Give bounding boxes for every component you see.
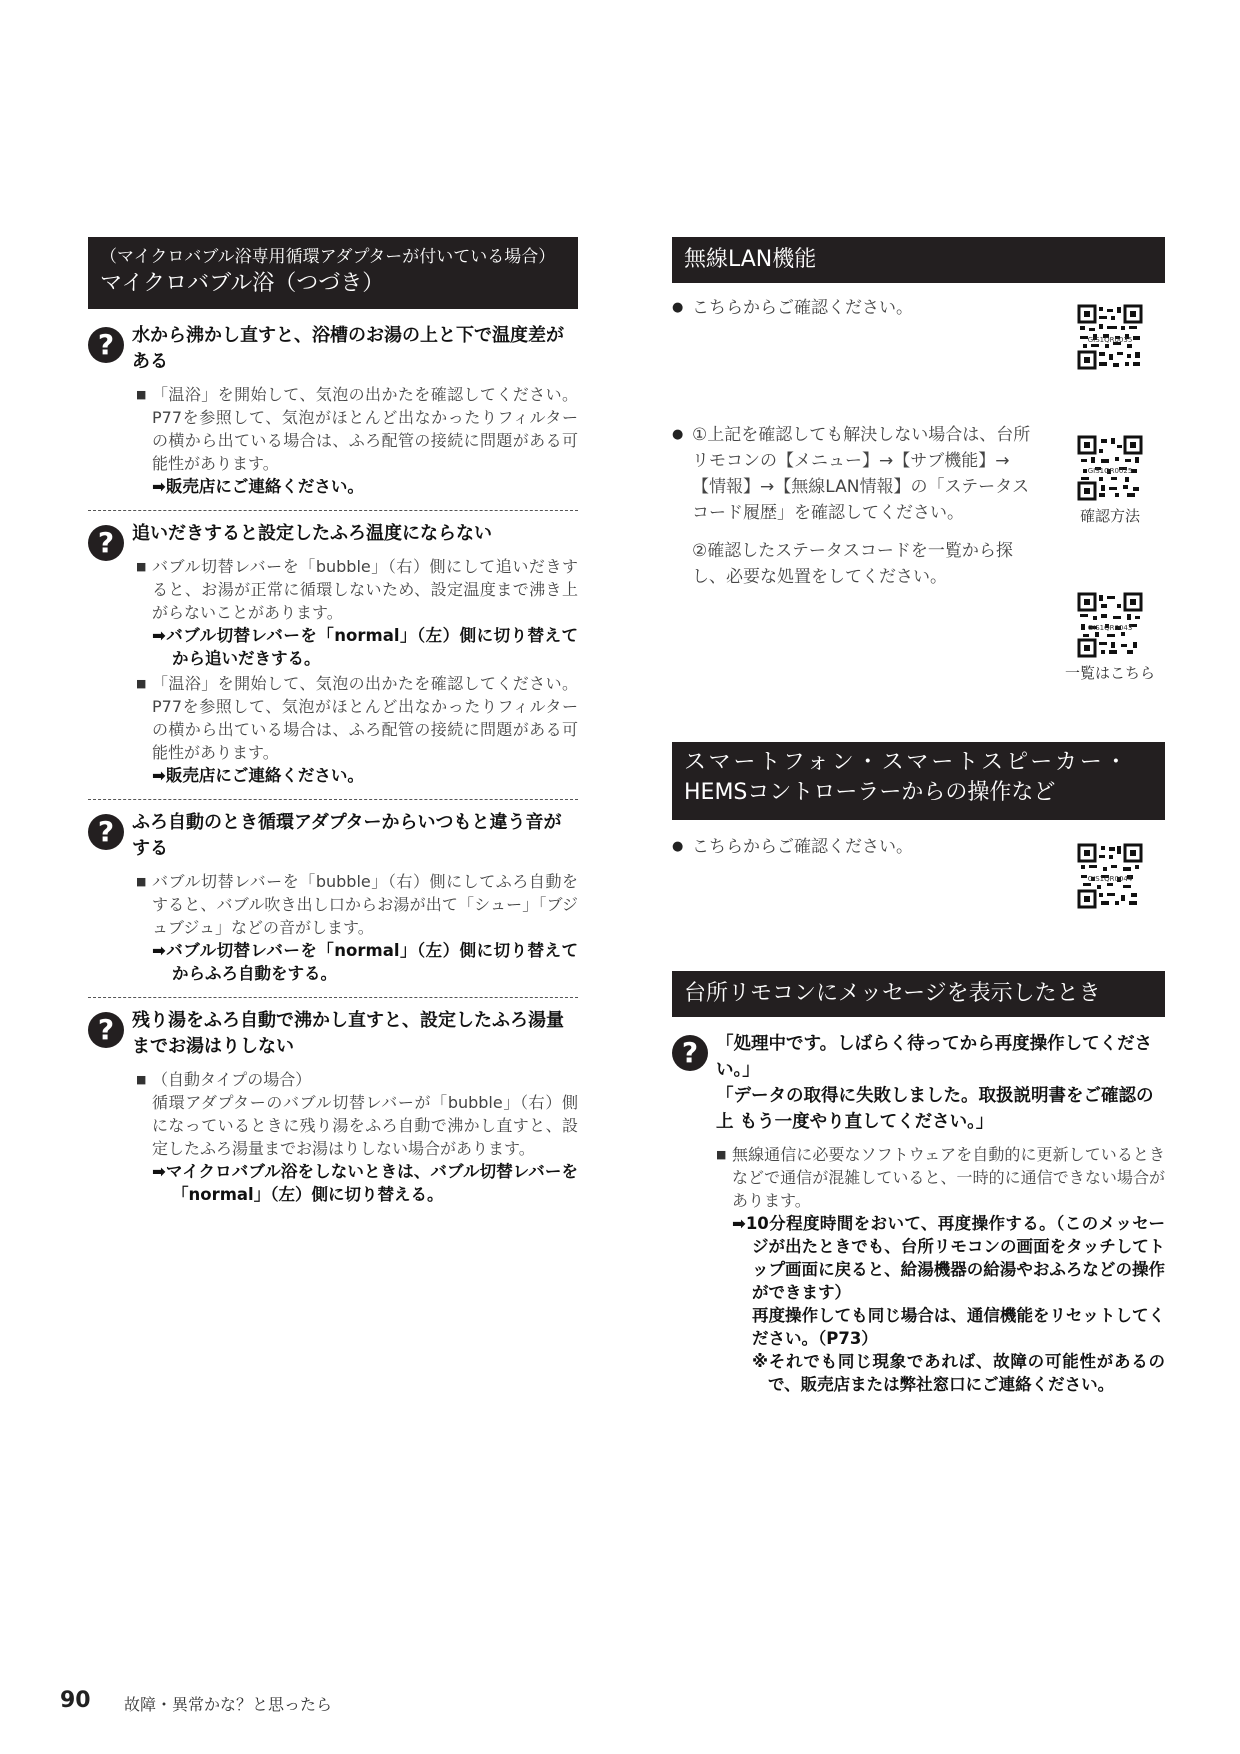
item-text: ■ バブル切替レバーを「bubble」（右）側にしてふろ自動をすると、バブル吹き出し口からお湯が出て「シュー」「ブジュブジュ」などの音がします。 [152, 872, 578, 937]
question-title: 水から沸かし直すと、浴槽のお湯の上と下で温度差がある [132, 325, 564, 372]
question-title: 追いだきすると設定したふろ温度にならない [132, 523, 492, 544]
qr-code-icon[interactable] [1077, 304, 1143, 370]
item-action: ➡バブル切替レバーを「normal」（左）側に切り替えてからふろ自動をする。 [152, 941, 578, 983]
qr-code-icon[interactable] [1077, 592, 1143, 658]
section-header-title: 無線LAN機能 [684, 247, 817, 272]
question-reheat-temperature [88, 521, 578, 787]
list-item [716, 1143, 1165, 1396]
question-icon: ? [88, 327, 124, 363]
svg-text:GIS1QR0025: GIS1QR0025 [1087, 467, 1133, 475]
question-title: ふろ自動のとき循環アダプターからいつもと違う音がする [132, 812, 562, 859]
item-text: ■ （自動タイプの場合） [152, 1070, 312, 1089]
section-header-remote-message [672, 971, 1165, 1017]
item-note: ※それでも同じ現象であれば、故障の可能性があるので、販売店または弊社窓口にご連絡ください。 [752, 1352, 1165, 1394]
section-header-title-line1: スマートフォン・スマートスピーカー・ [684, 750, 1130, 775]
item-text: ■ 「温浴」を開始して、気泡の出かたを確認してください。P77を参照して、気泡がほとんど出なかったりフィルターの横から出ている場合は、ふろ配管の接続に問題がある可能性があります。 [152, 385, 578, 473]
item-text: 循環アダプターのバブル切替レバーが「bubble」（右）側になっているときに残り湯をふろ自動で沸かし直すと、設定したふろ湯量までお湯はりしない場合があります。 [152, 1093, 578, 1158]
section-header-smartphone [672, 742, 1165, 820]
bullet-text: こちらからご確認ください。 [692, 837, 913, 857]
item-action: ➡販売店にご連絡ください。 [152, 477, 364, 496]
item-text: ■ 「温浴」を開始して、気泡の出かたを確認してください。P77を参照して、気泡がほとんど出なかったりフィルターの横から出ている場合は、ふろ配管の接続に問題がある可能性があります。 [152, 674, 578, 762]
list-item [136, 870, 578, 985]
qr-code-icon[interactable] [1077, 843, 1143, 909]
svg-text:GIS1QR0043: GIS1QR0043 [1087, 624, 1133, 632]
list-item [136, 1068, 578, 1206]
item-text: ■ 無線通信に必要なソフトウェアを自動的に更新しているときなどで通信が混雑していると、一時的に通信できない場合があります。 [732, 1145, 1165, 1210]
item-action: ➡販売店にご連絡ください。 [152, 766, 364, 785]
item-action-followup: 再度操作しても同じ場合は、通信機能をリセットしてください。（P73） [752, 1306, 1165, 1348]
list-item [136, 383, 578, 498]
section-header-wireless-lan [672, 237, 1165, 283]
svg-text:GIS1QR0044: GIS1QR0044 [1087, 875, 1133, 883]
item-action: ➡マイクロバブル浴をしないときは、バブル切替レバーを「normal」（左）側に切り替える。 [152, 1162, 578, 1204]
qr-caption: 確認方法 [1079, 507, 1140, 525]
question-title: 残り湯をふろ自動で沸かし直すと、設定したふろ湯量までお湯はりしない [132, 1010, 564, 1057]
section-header-title: マイクロバブル浴（つづき） [100, 271, 385, 296]
question-fill-level [88, 1008, 578, 1206]
bullet-item [672, 295, 1052, 321]
question-icon: ? [88, 814, 124, 850]
divider [88, 997, 578, 998]
question-title-line2: 「データの取得に失敗しました。取扱説明書をご確認の上 もう一度やり直してください。」 [716, 1086, 1154, 1132]
right-column [672, 237, 1165, 1394]
list-item [136, 672, 578, 787]
bullet-item [672, 422, 1032, 590]
bullet-item [672, 834, 1052, 860]
page-number: 90 [60, 1688, 91, 1713]
bullet-text: こちらからご確認ください。 [692, 298, 913, 318]
item-action: ➡10分程度時間をおいて、再度操作する。（このメッセージが出たときでも、台所リモコンの画面をタッチしてトップ画面に戻ると、給湯機器の給湯やおふろなどの操作ができます） [732, 1214, 1165, 1302]
svg-text:GIS1QR0035: GIS1QR0035 [1087, 336, 1133, 344]
divider [88, 510, 578, 511]
section-header-title: 台所リモコンにメッセージを表示したとき [684, 981, 1101, 1006]
question-unusual-sound [88, 810, 578, 985]
qr-code-icon[interactable] [1077, 435, 1143, 501]
bullet-text: ②確認したステータスコードを一覧から探し、必要な処置をしてください。 [692, 541, 1013, 587]
qr-caption: 一覧はこちら [1064, 664, 1155, 682]
question-icon: ? [672, 1035, 708, 1071]
section-header-microbubble [88, 237, 578, 309]
item-action: ➡バブル切替レバーを「normal」（左）側に切り替えてから追いだきする。 [152, 626, 578, 668]
section-header-title-line2: HEMSコントローラーからの操作など [684, 780, 1056, 805]
question-title-line1: 「処理中です。しばらく待ってから再度操作してください。」 [716, 1034, 1153, 1080]
question-processing-message [672, 1031, 1165, 1396]
divider [88, 799, 578, 800]
question-icon: ? [88, 525, 124, 561]
section-header-subtitle: （マイクロバブル浴専用循環アダプターが付いている場合） [100, 247, 556, 267]
question-temperature-difference [88, 323, 578, 498]
left-column [88, 237, 578, 1206]
item-text: ■ バブル切替レバーを「bubble」（右）側にして追いだきすると、お湯が正常に循環しないため、設定温度まで沸き上がらないことがあります。 [152, 557, 578, 622]
list-item [136, 555, 578, 670]
bullet-text: ● ①上記を確認しても解決しない場合は、台所リモコンの【メニュー】→【サブ機能】→【情報】→【無線LAN情報】の「ステータスコード履歴」を確認してください。 [692, 425, 1031, 523]
footer-section-title: 故障・異常かな？と思ったら [124, 1695, 333, 1714]
question-icon: ? [88, 1012, 124, 1048]
